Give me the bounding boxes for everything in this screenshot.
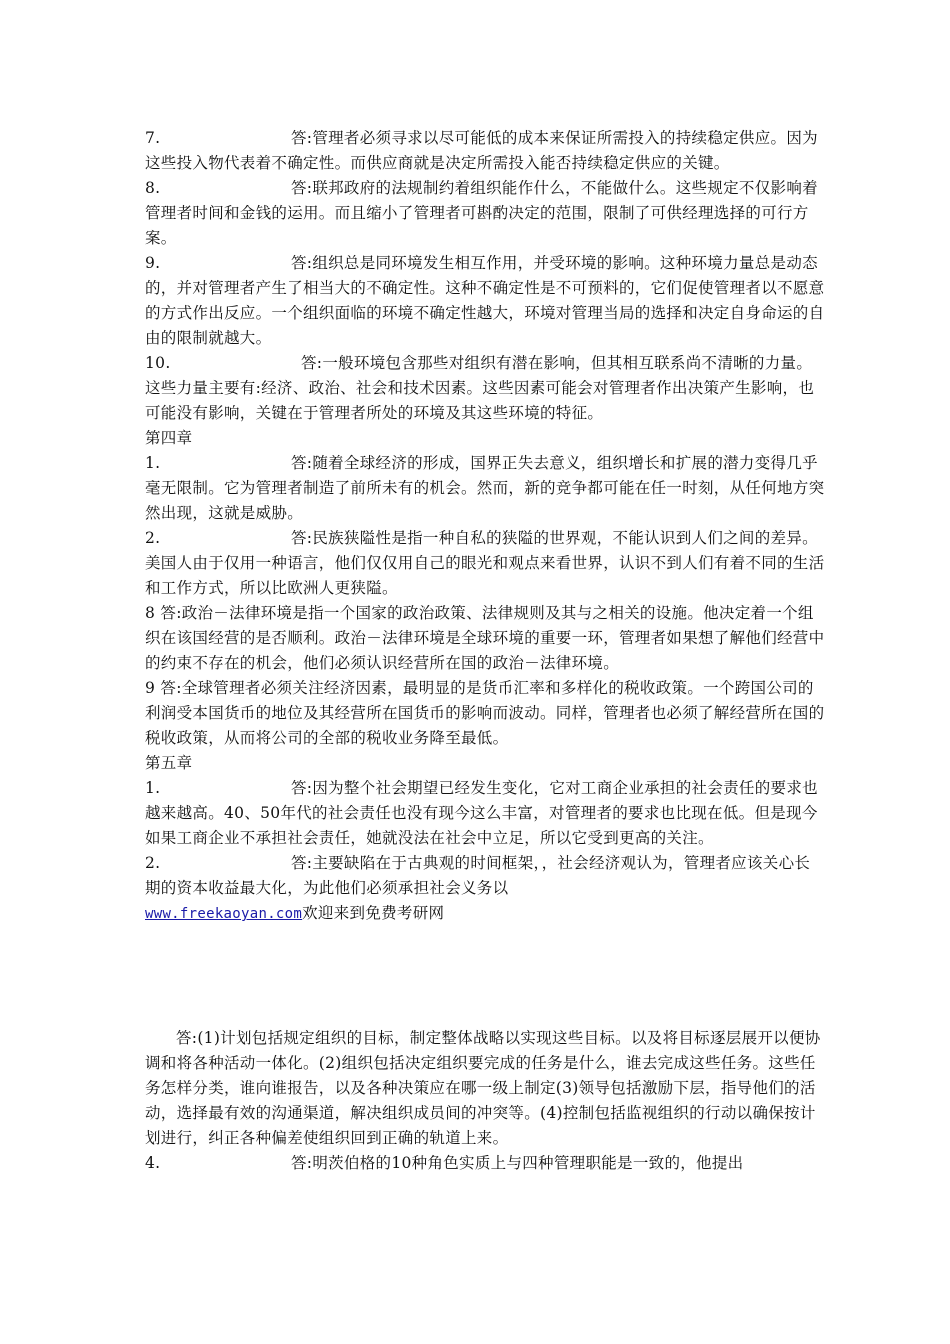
item-text: 答:主要缺陷在于古典观的时间框架，，社会经济观认为，管理者应该关心长期的资本收益最大化，为此他们必须承担社会义务以 xyxy=(145,854,811,897)
item-text: 答:因为整个社会期望已经发生变化，它对工商企业承担的社会责任的要求也越来越高。40、50年代的社会责任也没有现今这么丰富，对管理者的要求也比现在低。但是现今如果工商企业不承担社会责任，她就没法在社会中立足，所以它受到更高的关注。 xyxy=(145,779,818,847)
item-text: 答:随着全球经济的形成，国界正失去意义，组织增长和扩展的潜力变得几乎毫无限制。它为管理者制造了前所未有的机会。然而，新的竞争都可能在任一时刻，从任何地方突然出现，这就是威胁。 xyxy=(145,454,825,522)
ch4-answer-2 xyxy=(145,526,825,601)
item-text: 答:一般环境包含那些对组织有潜在影响，但其相互联系尚不清晰的力量。这些力量主要有:经济、政治、社会和技术因素。这些因素可能会对管理者作出决策产生影响，也可能没有影响，关键在于管理者所处的环境及其这些环境的特征。 xyxy=(145,354,815,422)
item-number: 7. xyxy=(145,129,161,147)
chapter-4-heading: 第四章 xyxy=(145,429,193,447)
top-section xyxy=(145,126,825,927)
item-text: 答:管理者必须寻求以尽可能低的成本来保证所需投入的持续稳定供应。因为这些投入物代表着不确定性。而供应商就是决定所需投入能否持续稳定供应的关键。 xyxy=(145,129,818,172)
item-number: 2. xyxy=(145,854,161,872)
answer-10 xyxy=(145,351,825,426)
item-number: 10. xyxy=(145,354,171,372)
chapter-5-heading: 第五章 xyxy=(145,754,193,772)
freekaoyan-link[interactable]: www.freekaoyan.com xyxy=(145,906,303,922)
item-number: 2. xyxy=(145,529,161,547)
bottom-section xyxy=(145,1026,825,1176)
item-number: 1. xyxy=(145,454,161,472)
ch4-answer-1 xyxy=(145,451,825,526)
ch5-answer-2 xyxy=(145,851,825,901)
item-number: 8. xyxy=(145,179,161,197)
link-suffix: 欢迎来到免费考研网 xyxy=(302,904,445,922)
management-functions-answer: 答:(1)计划包括规定组织的目标，制定整体战略以实现这些目标。以及将目标逐层展开以便协调和将各种活动一体化。(2)组织包括决定组织要完成的任务是什么，谁去完成这些任务。这些任务怎样分类，谁向谁报告，以及各种决策应在哪一级上制定(3)领导包括激励下层，指导他们的活动，选择最有效的沟通渠道，解决组织成员间的冲突等。(4)控制包括监视组织的行动以确保按计划进行，纠正各种偏差使组织回到正确的轨道上来。 xyxy=(145,1029,821,1147)
footer-link-line xyxy=(145,901,825,927)
item-number: 4. xyxy=(145,1154,161,1172)
ch4-answer-8: 8 答:政治－法律环境是指一个国家的政治政策、法律规则及其与之相关的设施。他决定着一个组织在该国经营的是否顺利。政治－法律环境是全球环境的重要一环，管理者如果想了解他们经营中的约束不存在的机会，他们必须认识经营所在国的政治－法律环境。 xyxy=(145,604,825,672)
item-text: 答:联邦政府的法规制约着组织能作什么，不能做什么。这些规定不仅影响着管理者时间和金钱的运用。而且缩小了管理者可斟酌决定的范围，限制了可供经理选择的可行方案。 xyxy=(145,179,818,247)
answer-4 xyxy=(145,1151,825,1176)
answer-9 xyxy=(145,251,825,351)
answer-7 xyxy=(145,126,825,176)
item-text: 答:组织总是同环境发生相互作用，并受环境的影响。这种环境力量总是动态的，并对管理者产生了相当大的不确定性。这种不确定性是不可预料的，它们促使管理者以不愿意的方式作出反应。一个组织面临的环境不确定性越大，环境对管理当局的选择和决定自身命运的自由的限制就越大。 xyxy=(145,254,825,347)
item-number: 1. xyxy=(145,779,161,797)
item-text: 答:明茨伯格的10种角色实质上与四种管理职能是一致的，他提出 xyxy=(291,1154,744,1172)
item-text: 答:民族狭隘性是指一种自私的狭隘的世界观，不能认识到人们之间的差异。美国人由于仅用一种语言，他们仅仅用自己的眼光和观点来看世界，认识不到人们有着不同的生活和工作方式，所以比欧洲人更狭隘。 xyxy=(145,529,825,597)
item-number: 9. xyxy=(145,254,161,272)
answer-8 xyxy=(145,176,825,251)
ch4-answer-9: 9 答:全球管理者必须关注经济因素，最明显的是货币汇率和多样化的税收政策。一个跨国公司的利润受本国货币的地位及其经营所在国货币的影响而波动。同样，管理者也必须了解经营所在国的税收政策，从而将公司的全部的税收业务降至最低。 xyxy=(145,679,825,747)
ch5-answer-1 xyxy=(145,776,825,851)
